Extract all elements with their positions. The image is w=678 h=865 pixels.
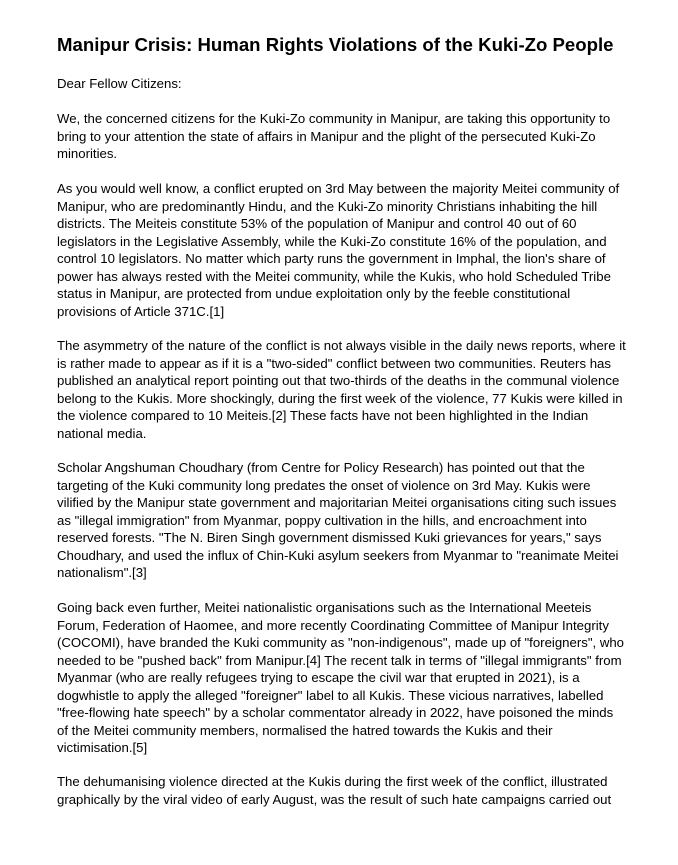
paragraph-dehumanising-violence: The dehumanising violence directed at the Kukis during the first week of the conflict, illustrated graphically by the viral video of early August, was the result of such hate campaigns carried out [57,774,612,807]
paragraph-choudhary: Scholar Angshuman Choudhary (from Centre for Policy Research) has pointed out that the targeting of the Kuki community long predates the onset of violence on 3rd May. Kukis were vilified by the Manipur state government and majoritarian Meitei organisations citing such issues as "illegal immigration" from Myanmar, poppy cultivation in the hills, and encroachment into reserved forests. "The N. Biren Singh government dismissed Kuki grievances for years," says Choudhary, and used the influx of Chin-Kuki asylum seekers from Myanmar to "reanimate Meitei nationalism".[3] [57,460,619,580]
paragraph-intro: We, the concerned citizens for the Kuki-Zo community in Manipur, are taking this opportunity to bring to your attention the state of affairs in Manipur and the plight of the persecuted Kuki-Zo minorities. [57,111,611,161]
paragraph-conflict-background: As you would well know, a conflict erupted on 3rd May between the majority Meitei community of Manipur, who are predominantly Hindu, and the Kuki-Zo minority Christians inhabiting the hill districts. The Meiteis constitute 53% of the population of Manipur and control 40 out of 60 legislators in the Legislative Assembly, while the Kuki-Zo constitute 16% of the population, and control 10 legislators. No matter which party runs the government in Imphal, the lion's share of power has always rested with the Meitei community, while the Kukis, who hold Scheduled Tribe status in Manipur, are protected from undue exploitation only by the feeble constitutional provisions of Article 371C.[1] [57,181,620,319]
paragraph-asymmetry: The asymmetry of the nature of the conflict is not always visible in the daily news reports, where it is rather made to appear as if it is a "two-sided" conflict between two communities. Reuters has published an analytical report pointing out that two-thirds of the deaths in the communal violence belong to the Kukis. More shockingly, during the first week of the violence, 77 Kukis were killed in the violence compared to 10 Meiteis.[2] These facts have not been highlighted in the Indian national media. [57,338,626,441]
paragraph-meitei-organisations: Going back even further, Meitei nationalistic organisations such as the International Meeteis Forum, Federation of Haomee, and more recently Coordinating Committee of Manipur Integrity (COCOMI), have branded the Kuki community as "non-indigenous", made up of "foreigners", who needed to be "pushed back" from Manipur.[4] The recent talk in terms of "illegal immigrants" from Myanmar (who are really refugees trying to escape the civil war that erupted in 2021), is a dogwhistle to apply the alleged "foreigner" label to all Kukis. These vicious narratives, labelled "free-flowing hate speech" by a scholar commentator already in 2022, have poisoned the minds of the Meitei community members, normalised the hatred towards the Kukis and their victimisation.[5] [57,600,625,755]
salutation: Dear Fellow Citizens: [57,76,182,91]
document-title: Manipur Crisis: Human Rights Violations of the Kuki-Zo People [57,34,614,55]
